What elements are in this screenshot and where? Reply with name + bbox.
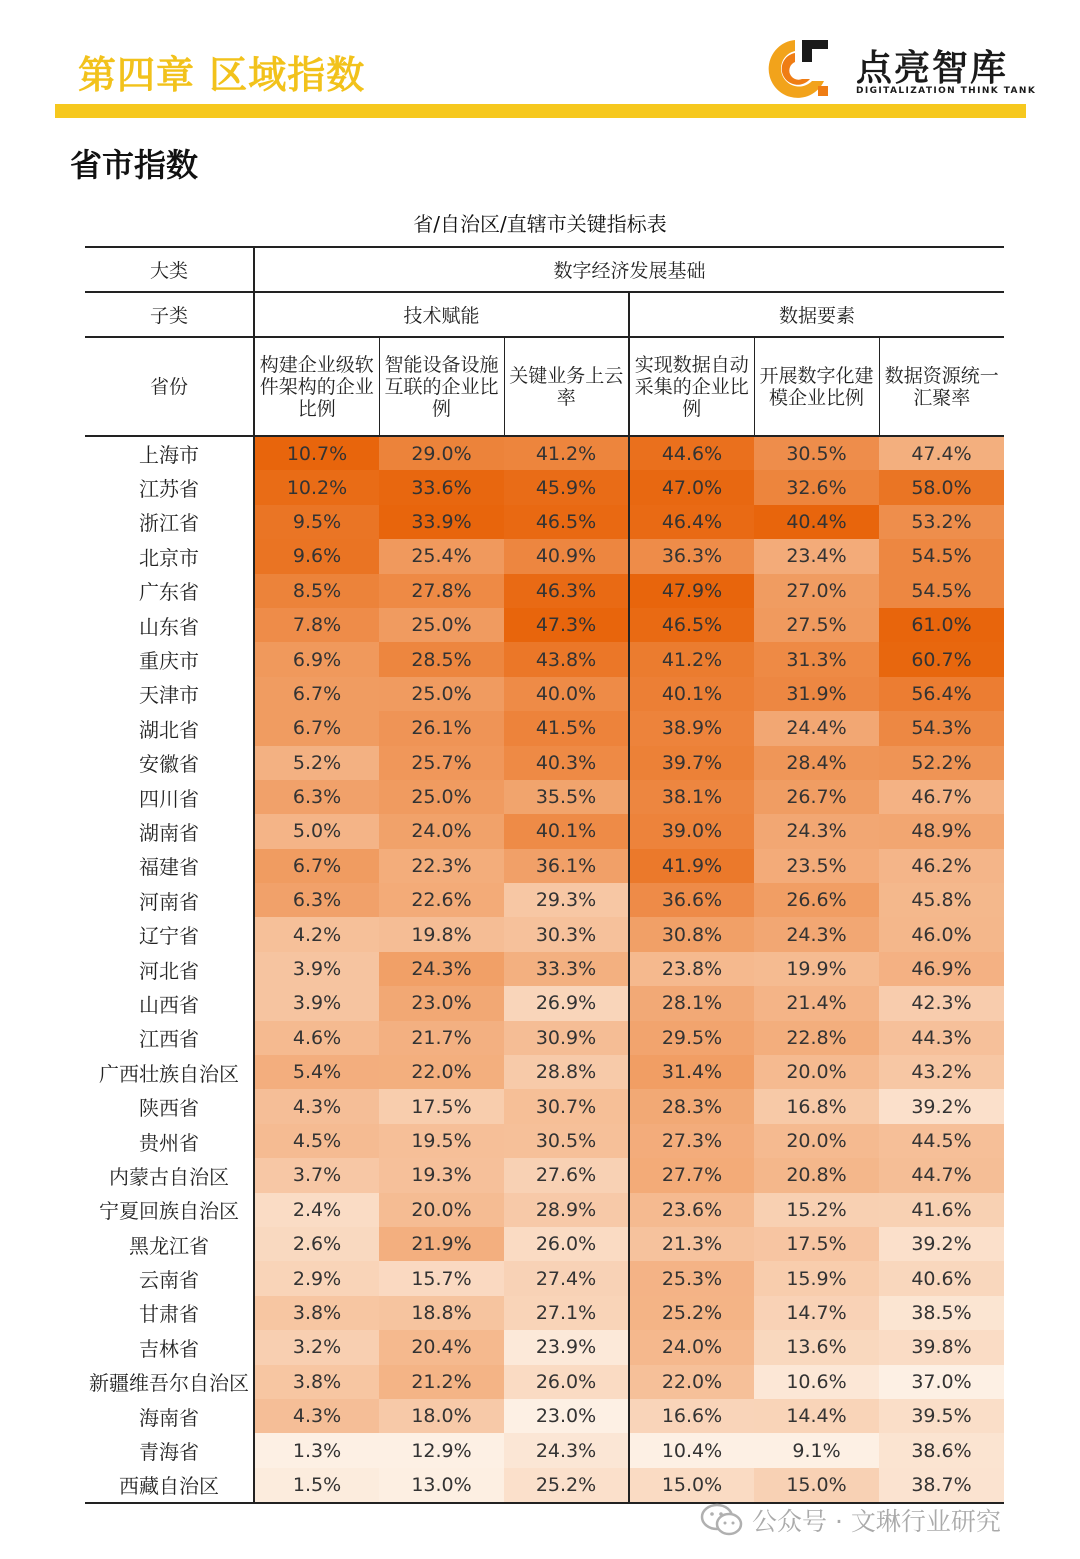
value-cell: 26.1%	[379, 711, 504, 745]
value-cell: 21.2%	[379, 1365, 504, 1399]
province-cell: 陕西省	[85, 1089, 254, 1123]
province-cell: 山东省	[85, 608, 254, 642]
column-header: 实现数据自动采集的企业比例	[629, 337, 754, 436]
value-cell: 18.0%	[379, 1399, 504, 1433]
value-cell: 46.9%	[879, 952, 1004, 986]
value-cell: 40.6%	[879, 1261, 1004, 1295]
value-cell: 36.3%	[629, 539, 754, 573]
province-cell: 吉林省	[85, 1330, 254, 1364]
value-cell: 5.0%	[254, 814, 379, 848]
value-cell: 13.0%	[379, 1468, 504, 1502]
value-cell: 10.2%	[254, 470, 379, 504]
value-cell: 29.3%	[504, 883, 629, 917]
indicator-table-container	[85, 246, 1004, 1502]
table-row	[85, 608, 1004, 642]
column-header: 数据资源统一汇聚率	[879, 337, 1004, 436]
value-cell: 38.9%	[629, 711, 754, 745]
value-cell: 22.6%	[379, 883, 504, 917]
value-cell: 30.5%	[504, 1124, 629, 1158]
value-cell: 42.3%	[879, 986, 1004, 1020]
value-cell: 47.0%	[629, 470, 754, 504]
table-row	[85, 642, 1004, 676]
value-cell: 56.4%	[879, 677, 1004, 711]
table-row	[85, 1021, 1004, 1055]
value-cell: 33.9%	[379, 505, 504, 539]
value-cell: 47.3%	[504, 608, 629, 642]
value-cell: 46.4%	[629, 505, 754, 539]
value-cell: 22.3%	[379, 849, 504, 883]
value-cell: 30.5%	[754, 436, 879, 470]
value-cell: 16.6%	[629, 1399, 754, 1433]
value-cell: 23.0%	[504, 1399, 629, 1433]
indicator-table	[85, 246, 1004, 1502]
value-cell: 5.4%	[254, 1055, 379, 1089]
brand-logo	[762, 36, 1037, 102]
value-cell: 19.9%	[754, 952, 879, 986]
table-row	[85, 470, 1004, 504]
value-cell: 3.7%	[254, 1158, 379, 1192]
table-row	[85, 574, 1004, 608]
table-row	[85, 1330, 1004, 1364]
value-cell: 46.5%	[629, 608, 754, 642]
value-cell: 41.6%	[879, 1193, 1004, 1227]
column-header: 开展数字化建模企业比例	[754, 337, 879, 436]
value-cell: 25.0%	[379, 608, 504, 642]
value-cell: 27.5%	[754, 608, 879, 642]
value-cell: 24.0%	[379, 814, 504, 848]
header-row-columns	[85, 337, 1004, 436]
value-cell: 25.0%	[379, 780, 504, 814]
table-title: 省/自治区/直辖市关键指标表	[413, 212, 667, 236]
value-cell: 4.3%	[254, 1089, 379, 1123]
value-cell: 54.5%	[879, 574, 1004, 608]
category-header: 数字经济发展基础	[254, 247, 1004, 292]
province-cell: 黑龙江省	[85, 1227, 254, 1261]
province-cell: 广西壮族自治区	[85, 1055, 254, 1089]
value-cell: 27.3%	[629, 1124, 754, 1158]
value-cell: 15.7%	[379, 1261, 504, 1295]
province-cell: 安徽省	[85, 746, 254, 780]
value-cell: 1.5%	[254, 1468, 379, 1502]
value-cell: 21.7%	[379, 1021, 504, 1055]
value-cell: 61.0%	[879, 608, 1004, 642]
value-cell: 4.2%	[254, 917, 379, 951]
value-cell: 31.3%	[754, 642, 879, 676]
table-body	[85, 436, 1004, 1502]
value-cell: 10.6%	[754, 1365, 879, 1399]
province-cell: 江西省	[85, 1021, 254, 1055]
value-cell: 27.4%	[504, 1261, 629, 1295]
value-cell: 3.8%	[254, 1365, 379, 1399]
value-cell: 26.9%	[504, 986, 629, 1020]
value-cell: 23.4%	[754, 539, 879, 573]
value-cell: 23.8%	[629, 952, 754, 986]
value-cell: 4.6%	[254, 1021, 379, 1055]
value-cell: 25.2%	[504, 1468, 629, 1502]
value-cell: 2.6%	[254, 1227, 379, 1261]
province-cell: 贵州省	[85, 1124, 254, 1158]
value-cell: 46.0%	[879, 917, 1004, 951]
value-cell: 41.2%	[629, 642, 754, 676]
value-cell: 45.8%	[879, 883, 1004, 917]
province-cell: 江苏省	[85, 470, 254, 504]
value-cell: 29.0%	[379, 436, 504, 470]
value-cell: 26.0%	[504, 1365, 629, 1399]
column-header: 构建企业级软件架构的企业比例	[254, 337, 379, 436]
table-row	[85, 436, 1004, 470]
value-cell: 9.6%	[254, 539, 379, 573]
value-cell: 38.1%	[629, 780, 754, 814]
value-cell: 28.4%	[754, 746, 879, 780]
value-cell: 38.7%	[879, 1468, 1004, 1502]
value-cell: 23.9%	[504, 1330, 629, 1364]
value-cell: 24.4%	[754, 711, 879, 745]
value-cell: 6.3%	[254, 780, 379, 814]
value-cell: 27.1%	[504, 1296, 629, 1330]
value-cell: 28.3%	[629, 1089, 754, 1123]
table-row	[85, 1055, 1004, 1089]
value-cell: 36.6%	[629, 883, 754, 917]
value-cell: 13.6%	[754, 1330, 879, 1364]
value-cell: 28.5%	[379, 642, 504, 676]
value-cell: 7.8%	[254, 608, 379, 642]
value-cell: 28.8%	[504, 1055, 629, 1089]
value-cell: 24.3%	[754, 917, 879, 951]
value-cell: 15.0%	[754, 1468, 879, 1502]
value-cell: 32.6%	[754, 470, 879, 504]
value-cell: 30.9%	[504, 1021, 629, 1055]
table-row	[85, 780, 1004, 814]
value-cell: 38.6%	[879, 1433, 1004, 1467]
table-row	[85, 539, 1004, 573]
value-cell: 22.0%	[629, 1365, 754, 1399]
value-cell: 6.7%	[254, 849, 379, 883]
value-cell: 27.7%	[629, 1158, 754, 1192]
province-cell: 四川省	[85, 780, 254, 814]
value-cell: 41.2%	[504, 436, 629, 470]
value-cell: 6.7%	[254, 711, 379, 745]
value-cell: 23.6%	[629, 1193, 754, 1227]
value-cell: 41.5%	[504, 711, 629, 745]
value-cell: 6.3%	[254, 883, 379, 917]
province-cell: 福建省	[85, 849, 254, 883]
column-header: 智能设备设施互联的企业比例	[379, 337, 504, 436]
province-cell: 河北省	[85, 952, 254, 986]
header-row-category	[85, 247, 1004, 292]
value-cell: 41.9%	[629, 849, 754, 883]
value-cell: 29.5%	[629, 1021, 754, 1055]
value-cell: 21.4%	[754, 986, 879, 1020]
value-cell: 30.3%	[504, 917, 629, 951]
province-cell: 云南省	[85, 1261, 254, 1295]
value-cell: 36.1%	[504, 849, 629, 883]
table-row	[85, 711, 1004, 745]
value-cell: 3.9%	[254, 952, 379, 986]
value-cell: 39.8%	[879, 1330, 1004, 1364]
value-cell: 2.4%	[254, 1193, 379, 1227]
value-cell: 3.9%	[254, 986, 379, 1020]
logo-chinese-text: 点亮智库	[856, 48, 1009, 89]
value-cell: 24.0%	[629, 1330, 754, 1364]
category-row-label: 大类	[85, 247, 254, 292]
province-cell: 广东省	[85, 574, 254, 608]
value-cell: 45.9%	[504, 470, 629, 504]
table-row	[85, 746, 1004, 780]
header-row-subcategory	[85, 292, 1004, 337]
value-cell: 52.2%	[879, 746, 1004, 780]
column-header: 关键业务上云率	[504, 337, 629, 436]
value-cell: 16.8%	[754, 1089, 879, 1123]
province-cell: 天津市	[85, 677, 254, 711]
value-cell: 35.5%	[504, 780, 629, 814]
value-cell: 30.8%	[629, 917, 754, 951]
table-row	[85, 505, 1004, 539]
value-cell: 46.2%	[879, 849, 1004, 883]
table-row	[85, 1193, 1004, 1227]
value-cell: 28.9%	[504, 1193, 629, 1227]
logo-mark-icon	[762, 36, 832, 102]
province-cell: 辽宁省	[85, 917, 254, 951]
value-cell: 47.4%	[879, 436, 1004, 470]
value-cell: 20.8%	[754, 1158, 879, 1192]
value-cell: 23.5%	[754, 849, 879, 883]
value-cell: 44.3%	[879, 1021, 1004, 1055]
table-row	[85, 1227, 1004, 1261]
section-title: 省市指数	[70, 146, 199, 184]
value-cell: 20.4%	[379, 1330, 504, 1364]
value-cell: 15.0%	[629, 1468, 754, 1502]
value-cell: 20.0%	[754, 1055, 879, 1089]
value-cell: 39.0%	[629, 814, 754, 848]
province-cell: 河南省	[85, 883, 254, 917]
value-cell: 27.8%	[379, 574, 504, 608]
table-row	[85, 1399, 1004, 1433]
value-cell: 37.0%	[879, 1365, 1004, 1399]
value-cell: 6.7%	[254, 677, 379, 711]
value-cell: 14.7%	[754, 1296, 879, 1330]
value-cell: 33.6%	[379, 470, 504, 504]
province-cell: 浙江省	[85, 505, 254, 539]
value-cell: 3.2%	[254, 1330, 379, 1364]
value-cell: 26.0%	[504, 1227, 629, 1261]
value-cell: 44.5%	[879, 1124, 1004, 1158]
value-cell: 25.4%	[379, 539, 504, 573]
table-row	[85, 1365, 1004, 1399]
value-cell: 20.0%	[754, 1124, 879, 1158]
province-cell: 上海市	[85, 436, 254, 470]
value-cell: 4.3%	[254, 1399, 379, 1433]
table-row	[85, 883, 1004, 917]
table-row	[85, 952, 1004, 986]
logo-english-text: DIGITALIZATION THINK TANK	[856, 86, 1037, 96]
province-cell: 湖北省	[85, 711, 254, 745]
table-row	[85, 814, 1004, 848]
subcategory-header-tech: 技术赋能	[254, 292, 629, 337]
chapter-title: 第四章 区域指数	[78, 53, 366, 97]
value-cell: 23.0%	[379, 986, 504, 1020]
table-row	[85, 1468, 1004, 1502]
value-cell: 46.7%	[879, 780, 1004, 814]
value-cell: 10.4%	[629, 1433, 754, 1467]
value-cell: 40.4%	[754, 505, 879, 539]
value-cell: 43.2%	[879, 1055, 1004, 1089]
value-cell: 19.3%	[379, 1158, 504, 1192]
value-cell: 26.7%	[754, 780, 879, 814]
value-cell: 19.8%	[379, 917, 504, 951]
value-cell: 17.5%	[379, 1089, 504, 1123]
value-cell: 43.8%	[504, 642, 629, 676]
value-cell: 44.6%	[629, 436, 754, 470]
value-cell: 25.2%	[629, 1296, 754, 1330]
value-cell: 39.2%	[879, 1227, 1004, 1261]
value-cell: 8.5%	[254, 574, 379, 608]
value-cell: 31.9%	[754, 677, 879, 711]
province-column-header: 省份	[85, 337, 254, 436]
value-cell: 33.3%	[504, 952, 629, 986]
value-cell: 40.1%	[504, 814, 629, 848]
value-cell: 9.1%	[754, 1433, 879, 1467]
province-cell: 内蒙古自治区	[85, 1158, 254, 1192]
table-row	[85, 677, 1004, 711]
value-cell: 21.3%	[629, 1227, 754, 1261]
value-cell: 40.1%	[629, 677, 754, 711]
value-cell: 21.9%	[379, 1227, 504, 1261]
watermark	[700, 1500, 1001, 1540]
province-cell: 甘肃省	[85, 1296, 254, 1330]
value-cell: 44.7%	[879, 1158, 1004, 1192]
value-cell: 22.8%	[754, 1021, 879, 1055]
table-row	[85, 1158, 1004, 1192]
province-cell: 青海省	[85, 1433, 254, 1467]
value-cell: 1.3%	[254, 1433, 379, 1467]
value-cell: 19.5%	[379, 1124, 504, 1158]
value-cell: 25.0%	[379, 677, 504, 711]
value-cell: 28.1%	[629, 986, 754, 1020]
value-cell: 2.9%	[254, 1261, 379, 1295]
value-cell: 54.3%	[879, 711, 1004, 745]
value-cell: 9.5%	[254, 505, 379, 539]
province-cell: 新疆维吾尔自治区	[85, 1365, 254, 1399]
wechat-icon	[700, 1503, 744, 1537]
value-cell: 14.4%	[754, 1399, 879, 1433]
table-row	[85, 917, 1004, 951]
value-cell: 25.3%	[629, 1261, 754, 1295]
value-cell: 54.5%	[879, 539, 1004, 573]
province-cell: 山西省	[85, 986, 254, 1020]
subcategory-row-label: 子类	[85, 292, 254, 337]
value-cell: 15.2%	[754, 1193, 879, 1227]
value-cell: 58.0%	[879, 470, 1004, 504]
value-cell: 40.0%	[504, 677, 629, 711]
value-cell: 17.5%	[754, 1227, 879, 1261]
value-cell: 40.9%	[504, 539, 629, 573]
value-cell: 24.3%	[754, 814, 879, 848]
province-cell: 宁夏回族自治区	[85, 1193, 254, 1227]
table-row	[85, 1124, 1004, 1158]
province-cell: 重庆市	[85, 642, 254, 676]
value-cell: 26.6%	[754, 883, 879, 917]
table-row	[85, 1261, 1004, 1295]
header-divider-bar	[55, 104, 1026, 118]
table-row	[85, 986, 1004, 1020]
value-cell: 27.0%	[754, 574, 879, 608]
table-row	[85, 1296, 1004, 1330]
value-cell: 60.7%	[879, 642, 1004, 676]
value-cell: 30.7%	[504, 1089, 629, 1123]
value-cell: 10.7%	[254, 436, 379, 470]
province-cell: 湖南省	[85, 814, 254, 848]
value-cell: 39.5%	[879, 1399, 1004, 1433]
value-cell: 47.9%	[629, 574, 754, 608]
value-cell: 46.5%	[504, 505, 629, 539]
province-cell: 西藏自治区	[85, 1468, 254, 1502]
value-cell: 48.9%	[879, 814, 1004, 848]
value-cell: 15.9%	[754, 1261, 879, 1295]
province-cell: 北京市	[85, 539, 254, 573]
table-row	[85, 849, 1004, 883]
value-cell: 27.6%	[504, 1158, 629, 1192]
value-cell: 40.3%	[504, 746, 629, 780]
province-cell: 海南省	[85, 1399, 254, 1433]
value-cell: 38.5%	[879, 1296, 1004, 1330]
value-cell: 20.0%	[379, 1193, 504, 1227]
watermark-text: 公众号 · 文琳行业研究	[752, 1507, 1001, 1536]
value-cell: 31.4%	[629, 1055, 754, 1089]
subcategory-header-data: 数据要素	[629, 292, 1004, 337]
value-cell: 53.2%	[879, 505, 1004, 539]
value-cell: 6.9%	[254, 642, 379, 676]
value-cell: 5.2%	[254, 746, 379, 780]
value-cell: 3.8%	[254, 1296, 379, 1330]
value-cell: 22.0%	[379, 1055, 504, 1089]
table-row	[85, 1089, 1004, 1123]
table-row	[85, 1433, 1004, 1467]
value-cell: 18.8%	[379, 1296, 504, 1330]
value-cell: 24.3%	[379, 952, 504, 986]
value-cell: 12.9%	[379, 1433, 504, 1467]
value-cell: 39.7%	[629, 746, 754, 780]
value-cell: 39.2%	[879, 1089, 1004, 1123]
value-cell: 4.5%	[254, 1124, 379, 1158]
value-cell: 46.3%	[504, 574, 629, 608]
value-cell: 24.3%	[504, 1433, 629, 1467]
value-cell: 25.7%	[379, 746, 504, 780]
